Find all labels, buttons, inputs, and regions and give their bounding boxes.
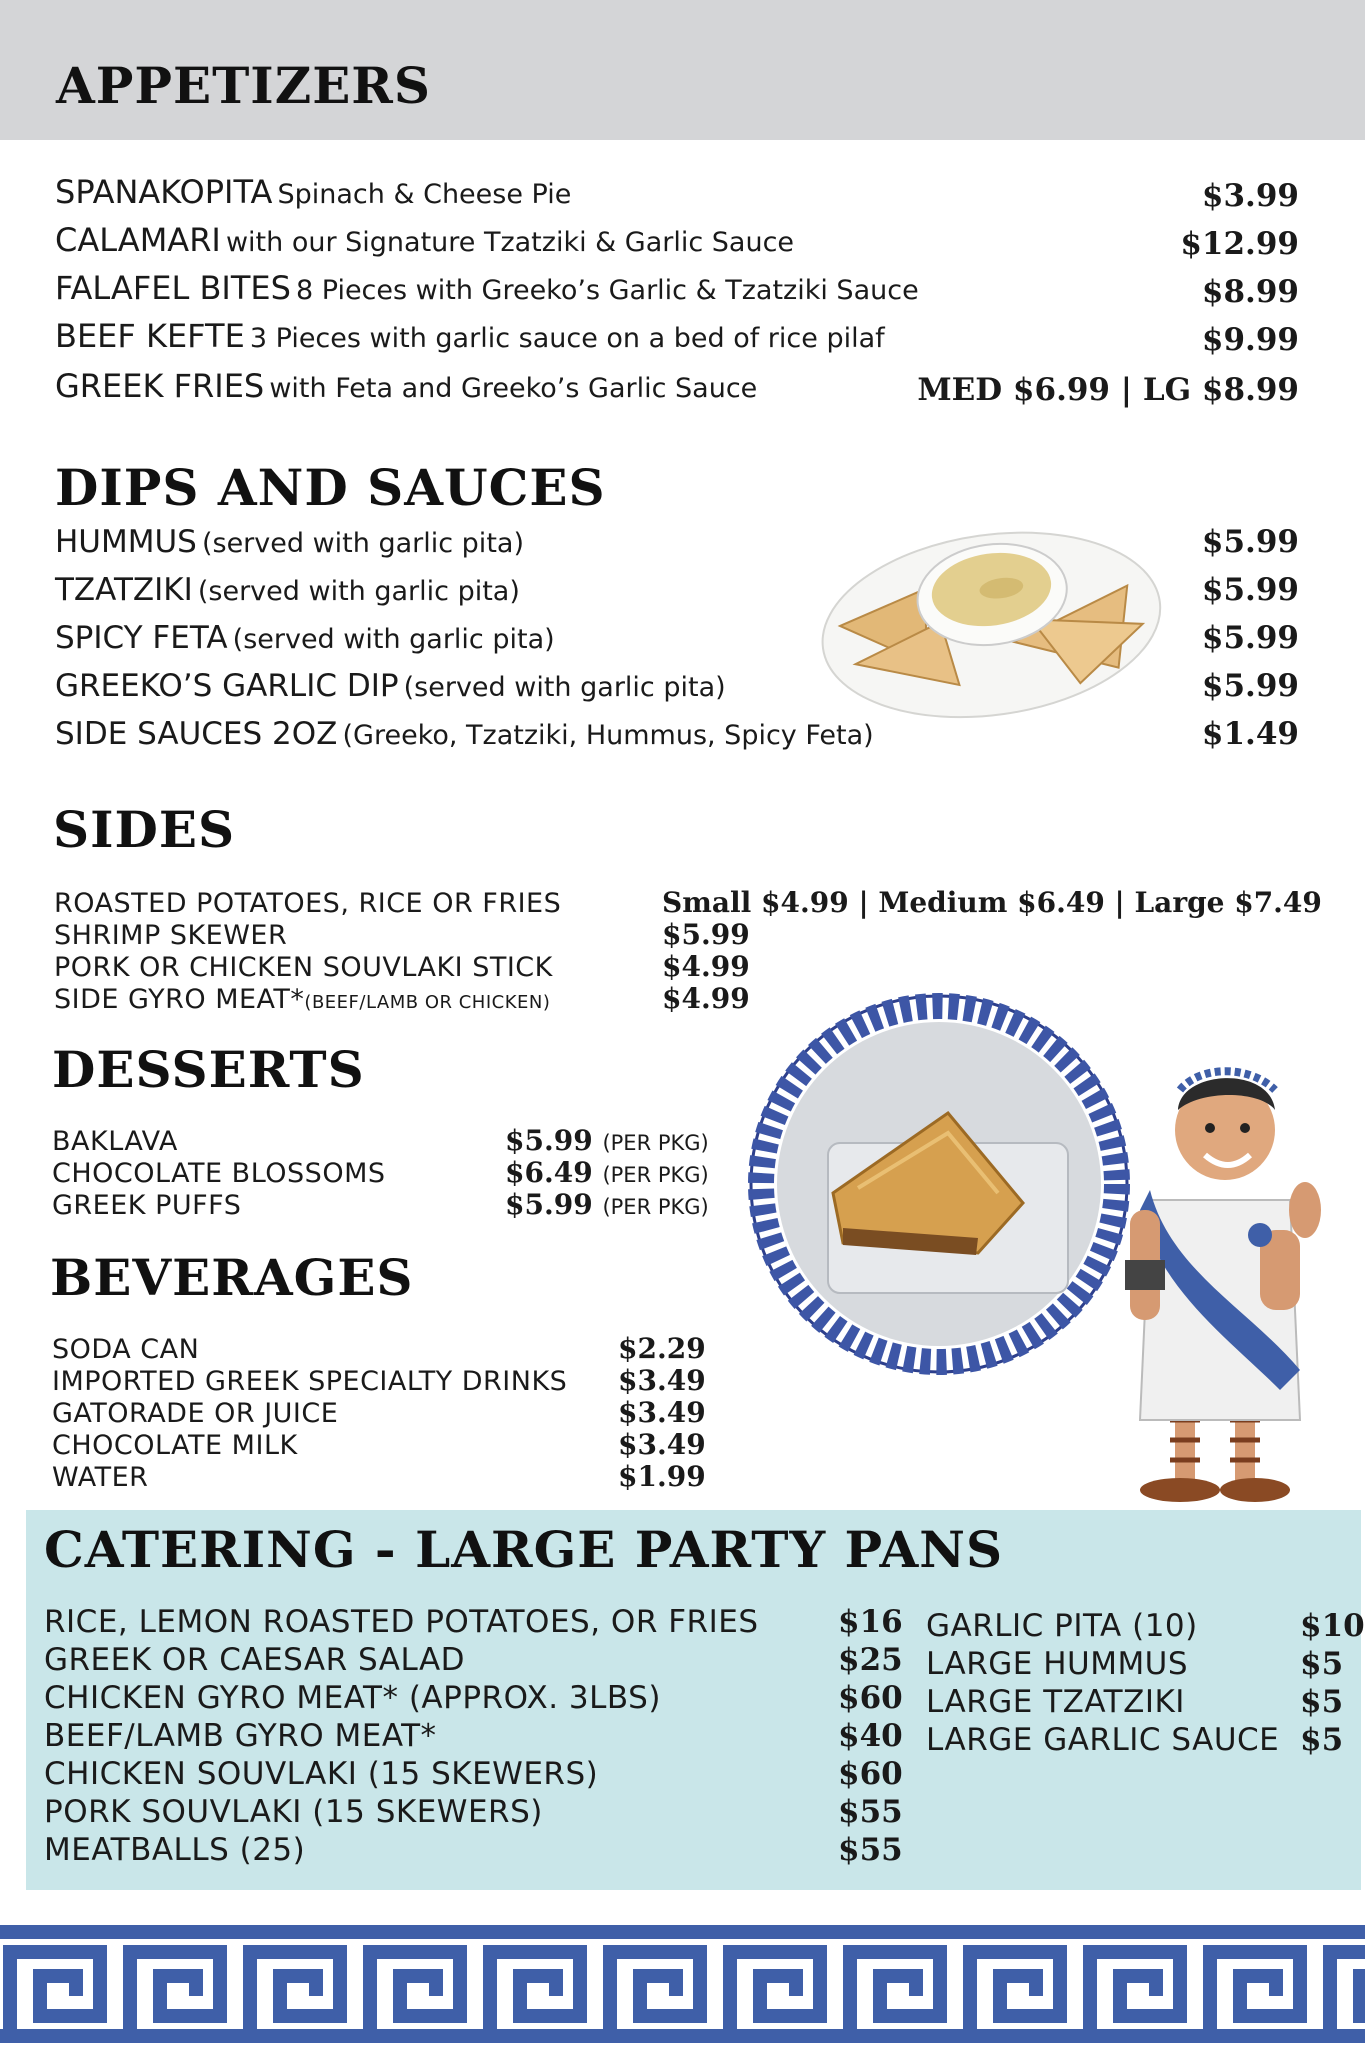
baklava-plate-image xyxy=(748,993,1130,1375)
item-price: $5.99 (PER PKG) xyxy=(505,1124,709,1157)
list-item xyxy=(55,716,874,752)
item-price: $55 xyxy=(838,1794,903,1830)
item-price: $10 xyxy=(1300,1608,1365,1644)
list-item: GREEK OR CAESAR SALAD xyxy=(44,1642,466,1678)
list-item xyxy=(55,572,520,608)
item-name: CALAMARI xyxy=(55,221,221,259)
item-price: $3.49 xyxy=(618,1364,706,1397)
list-item xyxy=(55,524,524,560)
list-item: CHICKEN GYRO MEAT* (APPROX. 3LBS) xyxy=(44,1680,661,1716)
item-name: SIDE SAUCES 2OZ xyxy=(55,716,338,752)
item-desc: (served with garlic pita) xyxy=(232,624,555,655)
item-desc: (Greeko, Tzatziki, Hummus, Spicy Feta) xyxy=(342,720,874,751)
item-name: SIDE GYRO MEAT* xyxy=(54,984,305,1015)
item-price: $5.99 xyxy=(662,918,750,951)
item-name: GREEK FRIES xyxy=(55,367,265,405)
item-price: $5.99 xyxy=(1201,668,1299,704)
list-item: IMPORTED GREEK SPECIALTY DRINKS xyxy=(52,1366,568,1397)
item-price: $6.49 (PER PKG) xyxy=(505,1156,709,1189)
item-price: $5 xyxy=(1300,1646,1344,1682)
item-desc: Spinach & Cheese Pie xyxy=(277,179,572,210)
item-price: $5.99 xyxy=(1201,524,1299,560)
item-price: $16 xyxy=(838,1604,903,1640)
list-item xyxy=(55,367,757,405)
item-price: $40 xyxy=(838,1718,903,1754)
item-desc: with Feta and Greeko’s Garlic Sauce xyxy=(269,373,758,404)
item-note: (BEEF/LAMB OR CHICKEN) xyxy=(304,992,551,1013)
list-item xyxy=(54,984,550,1015)
list-item: LARGE HUMMUS xyxy=(926,1646,1189,1682)
item-price: $60 xyxy=(838,1756,903,1792)
list-item xyxy=(55,269,919,307)
list-item: RICE, LEMON ROASTED POTATOES, OR FRIES xyxy=(44,1604,759,1640)
item-desc: 3 Pieces with garlic sauce on a bed of rice pilaf xyxy=(249,323,885,354)
list-item: CHOCOLATE BLOSSOMS xyxy=(52,1158,386,1189)
list-item: GREEK PUFFS xyxy=(52,1190,242,1221)
catering-title: CATERING - LARGE PARTY PANS xyxy=(44,1520,1004,1579)
item-name: BEEF KEFTE xyxy=(55,317,245,355)
item-price: $9.99 xyxy=(1201,322,1299,358)
item-desc: (served with garlic pita) xyxy=(201,528,524,559)
list-item: GATORADE OR JUICE xyxy=(52,1398,339,1429)
list-item: CHICKEN SOUVLAKI (15 SKEWERS) xyxy=(44,1756,599,1792)
item-name: HUMMUS xyxy=(55,524,197,560)
item-price: $1.49 xyxy=(1201,716,1299,752)
roman-mascot-image xyxy=(1110,1010,1360,1520)
sides-title: SIDES xyxy=(53,800,236,859)
item-name: SPANAKOPITA xyxy=(55,173,273,211)
item-price: $5.99 xyxy=(1201,620,1299,656)
dips-title: DIPS AND SAUCES xyxy=(55,458,606,517)
item-price: $25 xyxy=(838,1642,903,1678)
item-price: $2.29 xyxy=(618,1332,706,1365)
item-price: $4.99 xyxy=(662,982,750,1015)
list-item: SHRIMP SKEWER xyxy=(54,920,288,951)
list-item xyxy=(55,173,571,211)
item-desc: 8 Pieces with Greeko’s Garlic & Tzatziki Sauce xyxy=(296,275,919,306)
item-price: $5 xyxy=(1300,1684,1344,1720)
item-price: $5.99 (PER PKG) xyxy=(505,1188,709,1221)
list-item: SODA CAN xyxy=(52,1334,200,1365)
beverages-title: BEVERAGES xyxy=(50,1248,414,1307)
item-price: $60 xyxy=(838,1680,903,1716)
item-name: TZATZIKI xyxy=(55,572,193,608)
item-price: Small $4.99 | Medium $6.49 | Large $7.49 xyxy=(662,886,1322,919)
list-item: ROASTED POTATOES, RICE OR FRIES xyxy=(54,888,562,919)
item-price: $3.99 xyxy=(1201,178,1299,214)
list-item: GARLIC PITA (10) xyxy=(926,1608,1198,1644)
item-price: $3.49 xyxy=(618,1396,706,1429)
item-price: $5.99 xyxy=(1201,572,1299,608)
list-item xyxy=(55,668,726,704)
appetizers-title: APPETIZERS xyxy=(56,56,431,115)
desserts-title: DESSERTS xyxy=(52,1040,365,1099)
list-item: BEEF/LAMB GYRO MEAT* xyxy=(44,1718,437,1754)
item-name: FALAFEL BITES xyxy=(55,269,291,307)
item-price: $55 xyxy=(838,1832,903,1868)
list-item: PORK SOUVLAKI (15 SKEWERS) xyxy=(44,1794,543,1830)
list-item: CHOCOLATE MILK xyxy=(52,1430,298,1461)
item-price: $8.99 xyxy=(1201,274,1299,310)
item-price: $12.99 xyxy=(1180,226,1299,262)
item-desc: with our Signature Tzatziki & Garlic Sauce xyxy=(225,227,795,258)
item-price: MED $6.99 | LG $8.99 xyxy=(917,372,1299,408)
hummus-plate-image xyxy=(810,495,1170,735)
list-item: BAKLAVA xyxy=(52,1126,178,1157)
list-item: MEATBALLS (25) xyxy=(44,1832,306,1868)
item-price: $3.49 xyxy=(618,1428,706,1461)
list-item: WATER xyxy=(52,1462,149,1493)
list-item xyxy=(55,317,885,355)
item-desc: (served with garlic pita) xyxy=(197,576,520,607)
list-item xyxy=(55,221,794,259)
item-desc: (served with garlic pita) xyxy=(403,672,726,703)
item-price: $1.99 xyxy=(618,1460,706,1493)
greek-key-border xyxy=(0,1920,1365,2048)
list-item: LARGE GARLIC SAUCE xyxy=(926,1722,1280,1758)
list-item xyxy=(55,620,555,656)
item-price: $4.99 xyxy=(662,950,750,983)
list-item: PORK OR CHICKEN SOUVLAKI STICK xyxy=(54,952,553,983)
list-item: LARGE TZATZIKI xyxy=(926,1684,1185,1720)
item-price: $5 xyxy=(1300,1722,1344,1758)
item-name: SPICY FETA xyxy=(55,620,228,656)
item-name: GREEKO’S GARLIC DIP xyxy=(55,668,399,704)
